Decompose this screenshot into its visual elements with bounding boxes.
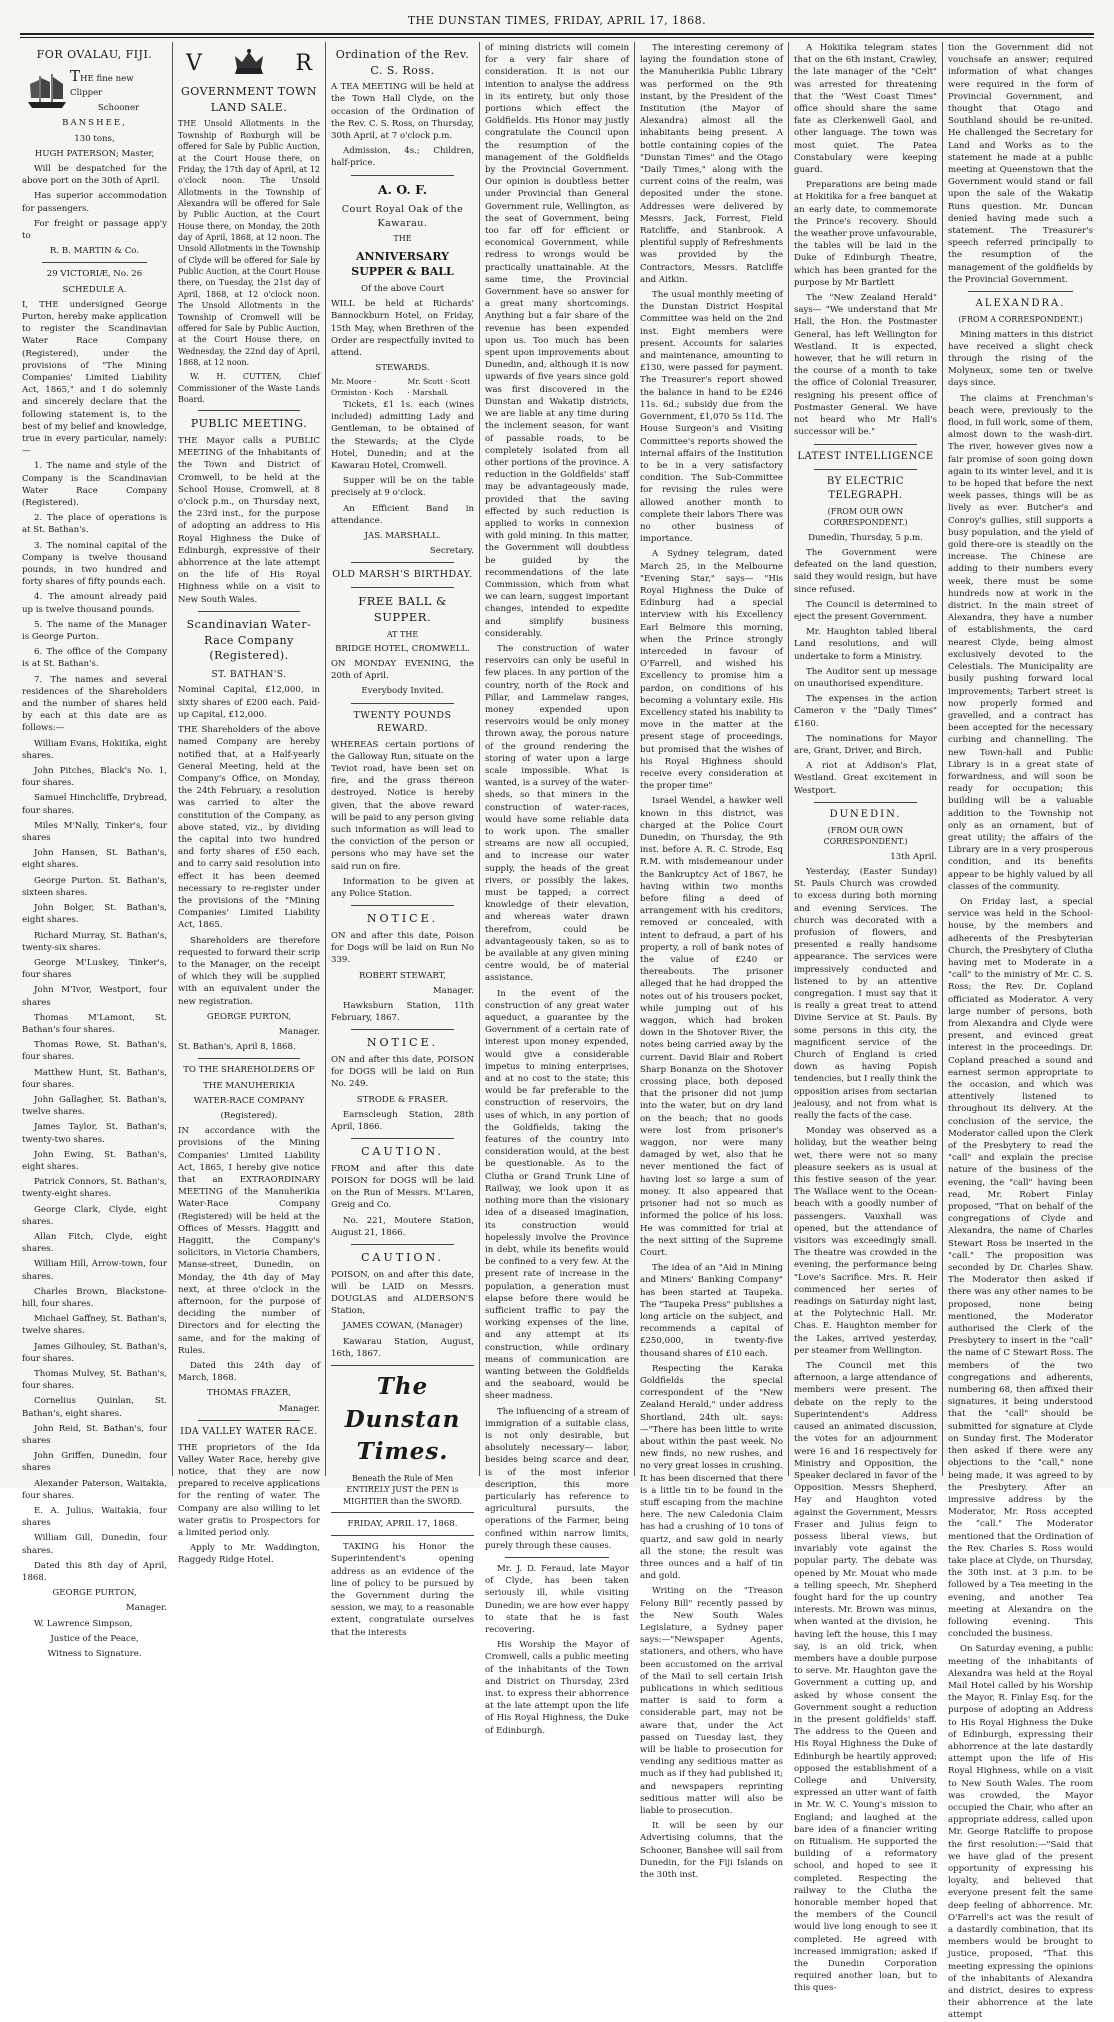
signature: JAMES COWAN, (Manager) <box>342 1321 463 1332</box>
at-the-label: AT THE <box>386 629 419 639</box>
stewards-left: Mr. Moore · Ormiston · Koch <box>331 377 394 398</box>
signature-title: Manager. <box>432 985 474 996</box>
supper-text: Supper will be on the table precisely at 9 o'clock. <box>331 476 474 499</box>
news-item: The interesting ceremony of laying the foundation stone of the Manuherikia Public Library was performed on the 9th instant, by the President of the Institution (the Mayor of Alexandra) almost all the inhabitants being present. A bottle containing copies of the "Dunstan Times" and the Otago "Daily Times," along with the current coins of the realm, was deposited under the stone. Addresses were delivered by Messrs. Jack, Forrest, Field Ratcliffe, and Stanbrook. A plentiful supply of Refreshments was provided by the Contractors, Messrs. Ratcliffe and Aitkin. <box>640 43 783 285</box>
news-item: His Worship the Mayor of Cromwell, calls a public meeting of the inhabitants of the Town and District on Thursday, 23rd inst. to express their abhorrence at the late attempt upon the life of His Royal Highness, the Duke of Edinburgh. <box>485 1640 629 1736</box>
shareholder: William Hill, Arrow-town, four shares. <box>22 1259 167 1282</box>
water-race-text: Shareholders are therefore requested to forward their scrip to the Manager, on the receipt of which they will be supplied with an equivalent under the new registration. <box>178 935 320 1007</box>
divider <box>42 262 147 263</box>
editorial-text: In the event of the construction of any great water aqueduct, a guarantee by the Government of a certain rate of interest upon money expended, would give a considerable impetus to mining enterprises, and at no cost to the state; this would be far preferable to the construction of reservoirs, the uses of which, in any portion of the Goldfields, taking the features of the country into consideration would, at the best be questionable. As to the Clutha or Grand Trunk Line of Railway, we look upon it as nothing more than the visionary idea of a diseased imagination, its construction would hopelessly involve the Province in debt, while its benefits would be confined to a very few. At the present rate of increase in the population, a generation must elapse before there would be sufficient traffic to pay the working expenses of the line, and any attempt at its construction, while ordinary means of communication are wanting between the Goldfields and the seaboard, would be sheer madness. <box>485 988 629 1402</box>
schedule-item: 7. The names and several residences of the Shareholders and the number of shares held by each at this date are as follows:— <box>22 674 167 734</box>
editorial-text: The influencing of a stream of immigration of a suitable class, is not only desirable, but absolutely necessary— labor, besides being scarce and dear, is of the most inferior description, this more particularly has reference to agricultural pursuits, the operations of the Farmer, being confined within narrow limits, purely through these causes. <box>485 1406 629 1551</box>
column-3 <box>331 42 474 1638</box>
birthday-heading: OLD MARSH'S BIRTHDAY. <box>332 569 473 581</box>
masthead-rule-thin <box>20 37 1094 38</box>
dateline: Dunedin, Thursday, 5 p.m. <box>808 532 923 543</box>
column-divider <box>788 42 789 1476</box>
shareholder: Cornelius Quinlan, St. Bathan's, eight shares. <box>22 1396 167 1419</box>
ordination-heading: Ordination of the Rev. C. S. Ross. <box>335 48 470 77</box>
ball-date: ON MONDAY EVENING, the 20th of April. <box>331 659 474 682</box>
signature: JAS. MARSHALL. <box>364 530 441 541</box>
anniversary-heading: ANNIVERSARY SUPPER & BALL <box>351 249 454 279</box>
manuherikia-heading: THE MANUHERIKIA <box>203 1080 295 1091</box>
column-divider <box>634 42 635 1476</box>
dateline: 13th April. <box>890 851 937 862</box>
ida-valley-text: Apply to Mr. Waddington, Raggedy Ridge Hotel. <box>178 1543 320 1566</box>
divider <box>351 587 454 588</box>
notice-heading: NOTICE. <box>366 912 439 926</box>
news-item: A Sydney telegram, dated March 25, in the Melbourne "Evening Star," says— "His Royal Highness the Duke of Edinburg had a special interview with his Excellency Earl Belmore this morning, when the Prince strongly interceded in favour of O'Farrell, and wished his Excellency to promise him a pardon, on conditions of his becoming a voluntary exile. His Excellency stated his inability to move in the matter at the present stage of proceedings, but promised that the wishes of his Royal Highness should receive every consideration at the proper time" <box>640 549 783 792</box>
signature: ROBERT STEWART, <box>359 970 446 981</box>
news-item: A Hokitika telegram states that on the 6th instant, Crawley, the late manager of the "Celt" was arrested for threatening that the "West Coast Times" office should share the same fate as Clerkenwell Gaol, and other language. The town was most quiet. The Patea Constabulary were keeping guard. <box>794 43 937 176</box>
divider <box>198 611 300 612</box>
divider <box>331 1512 474 1513</box>
shareholder: George M'Luskey, Tinker's, four shares <box>22 957 167 981</box>
alexandra-heading: ALEXANDRA. <box>975 298 1066 310</box>
divider <box>351 1244 454 1245</box>
divider <box>331 1365 474 1366</box>
shareholder: John Hansen, St. Bathan's, eight shares. <box>22 848 167 871</box>
column-divider <box>479 42 480 1476</box>
ship-tons: 130 tons, <box>74 133 115 144</box>
telegram-item: The expenses in the action Cameron v the "Daily Times" £160. <box>794 694 937 729</box>
shareholder: Thomas M'Lamont, St. Bathan's four shares. <box>22 1012 167 1035</box>
caution-text: POISON, on and after this date, will be LAID on Messrs. DOUGLAS and ALDERSON'S Station, <box>331 1269 474 1317</box>
shareholder: William Gill, Dunedin, four shares. <box>22 1533 167 1556</box>
schedule-item: 4. The amount already paid up is twelve thousand pounds. <box>22 592 167 615</box>
editorial-text: of mining districts will comein for a very fair share of consideration. It is not our intention to analyse the address in its entirety, but only those portions which effect the Goldfields. His Honor may justly congratulate the Council upon the resumption of the management of the Goldfields by the Provincial Government. Our opinion is doubtless better under Provincial than General Government rule, Wellington, as the seat of Government, being too far off for efficient or economical Government, while redress to wrongs would be practically unattainable. At the same time, the Provincial Government have so answer for a great many shortcomings. Anything but a fair share of the revenue has been expended upon us. Too much has been spent upon improvements about Dunedin, and, although it is now upwards of five years since gold was first discovered in the Dunstan and Wakatip districts, we are liable at any time during the inclement season, for want of passable roads, to be completely isolated from all other portions of the province. A reduction in the Goldfields' staff may be advantageously made, provided that the saving effected by such reduction is applied to works in connexion with gold mining. In this matter, the Government will doubtless be guided by the recommendations of the late Commission, which from what we can learn, suggest important changes, intended to expedite and simplify business considerably. <box>485 43 629 639</box>
shareholder: John Pitches, Black's No. 1, four shares. <box>22 766 167 789</box>
reward-text: Information to be given at any Police Station. <box>331 876 474 900</box>
telegraph-heading: BY ELECTRIC TELEGRAPH. <box>826 475 905 501</box>
latest-intelligence-heading: LATEST INTELLIGENCE <box>797 450 934 462</box>
shareholder: Samuel Hinchcliffe, Drybread, four shares. <box>22 793 167 816</box>
newspaper-logo: The Dunstan Times. <box>344 1373 461 1466</box>
ship-name: BANSHEE, <box>62 118 127 129</box>
telegram-item: A riot at Addison's Flat, Westland. Great excitement in Westport. <box>794 761 937 796</box>
alexandra-text: On Saturday evening, a public meeting of the inhabitants of Alexandra was held at the Royal Mail Hotel called by his Worship the Mayor, R. Finlay Esq. for the purpose of adopting an Address to His Royal Highness the Duke of Edinburgh, expressing their abhorrence at the late dastardly attempt upon the life of His Royal Highness, while on a visit to New South Wales. The room was crowded, the Mayor occupied the Chair, who after an appropriate address, called upon Mr. George Ratcliffe to propose the first resolution:—"Said that we have glad of the present opportunity of expressing his loyalty, and believed that everyone present felt the same deep feeling of abhorrence. Mr. O'Farrell's act was the result of a dastardly combination, that its members would be brought to justice, proposed, "That this meeting expressing the opinions of the inhabitants of Alexandra and district, desires to express their abhorrence at the late attempt <box>948 1644 1093 2021</box>
shareholder: Matthew Hunt, St. Bathan's, four shares. <box>22 1067 167 1090</box>
court-name: Court Royal Oak of the Kawarau. <box>341 204 464 229</box>
telegram-item: The Government were defeated on the land question, said they would resign, but have since refused. <box>794 547 937 595</box>
correspondent-label: (FROM OUR OWN CORRESPONDENT.) <box>823 826 908 847</box>
shareholder: Richard Murray, St. Bathan's, twenty-six shares. <box>22 930 167 953</box>
alexandra-text: The claims at Frenchman's beach were, previously to the flood, in full work, some of them, almost down to the wash-dirt. The river, however gives now a fair promise of soon going down again to its winter level, and it is to be hoped that before the next week passes, things will be as lively as ever. Butcher's and Conroy's gullies, still supports a busy population, and the yield of gold there-ore is steadily on the increase. The Chinese are adding to their numbers every week, there must be some hundreds now at work in the district. In the main street of Alexandra, they have a number of establishments, the card nearest Clyde, being almost exclusively devoted to the Celestials. The Municipality are busily pushing forward local improvements; Tarbert street is now properly formed and gravelled, and a contract has been accepted for the necessary curbing and channelling. The new Town-hall and Public Library is in a great state of forwardness, and will soon be ready for occupation; this building will be a valuable addition to the Township not only as an ornament, but of great utility; the affairs of the Library are in a very prosperous condition, and its benefits appear to be highly valued by all classes of the community. <box>948 393 1093 892</box>
signature-title: Manager. <box>278 1026 320 1037</box>
shareholder: Alexander Paterson, Waitakia, four shares. <box>22 1478 167 1501</box>
alexandra-text: Mining matters in this district have received a slight check through the rising of the Molyneux, some ten or twelve days since. <box>948 329 1093 389</box>
divider <box>351 175 454 176</box>
signature: STRODE & FRASER. <box>356 1094 449 1105</box>
news-item: The usual monthly meeting of the Dunstan District Hospital Committee was held on the 2nd inst. Eight members were present. Accounts for salaries and maintenance, amounting to £130, were passed for payment. The Treasurer's report showed the balance in hand to be £246 11s. 6d.; subsidy due from the Government, £1,070 5s 11d. The House Surgeon's and Visiting Committee's reports showed the internal affairs of the Institution to be in a very satisfactory condition. The Sub-Committee for revising the rules were allowed another month to complete their labors There was no other business of importance. <box>640 290 783 545</box>
gov-sale-heading: GOVERNMENT TOWN LAND SALE. <box>180 85 318 114</box>
telegram-item: The nominations for Mayor are, Grant, Driver, and Birch, <box>794 733 937 757</box>
signature-title: Manager. <box>278 1403 320 1414</box>
crown-icon <box>231 48 267 78</box>
stewards-heading: STEWARDS. <box>375 363 430 374</box>
divider <box>814 802 917 803</box>
editorial-text: TAKING his Honor the Superintendent's opening address as an evidence of the line of policy to be pursued by the Government during the session, we may, to a reasonable extent, congratulate ourselves that the interests <box>331 1542 474 1638</box>
public-meeting-heading: PUBLIC MEETING. <box>190 417 308 431</box>
divider <box>198 1058 300 1059</box>
shareholder: George Clark, Clyde, eight shares. <box>22 1204 167 1227</box>
editorial-text: The construction of water reservoirs can only be useful in few places. In any portion of the country, north of the Rock and Pillar, and Lammelaw ranges, money expended upon reservoirs would be only money thrown away, the porous nature of the ground rendering the storing of water upon a large scale impossible. What is wanted, is a survey of the water-sheds, so that miners in the construction of water-races, would have some reliable data to work upon. The smaller streams are now all occupied, and to increase our water supply, the heads of the great rivers, or possibly the lakes, must be tapped; a correct knowledge of their elevation, and whereas water drawn therefrom, could be advantageously taken, so as to be available at any given mining centre would, be of material assistance. <box>485 643 629 984</box>
shareholder: Michael Gaffney, St. Bathan's, twelve shares. <box>22 1314 167 1337</box>
editorial-date: FRIDAY, APRIL 17, 1868. <box>347 1519 458 1530</box>
schedule-item: 6. The office of the Company is at St. Bathan's. <box>22 647 167 670</box>
shareholder: James Taylor, St. Bathan's, twenty-two shares. <box>22 1122 167 1145</box>
water-race-capital: Nominal Capital, £12,000, in sixty shares of £200 each. Paid-up Capital, £12,000. <box>178 685 320 720</box>
divider <box>968 291 1073 292</box>
shareholder: John Bolger, St. Bathan's, eight shares. <box>22 903 167 926</box>
shareholder: Thomas Rowe, St. Bathan's, four shares. <box>22 1040 167 1063</box>
witness-note: Witness to Signature. <box>47 1649 142 1660</box>
shareholder: James Gilhouley, St. Bathan's, four shares. <box>22 1341 167 1364</box>
schedule-item: 5. The name of the Manager is George Purton. <box>22 619 167 643</box>
schedule-heading: SCHEDULE A. <box>62 284 127 295</box>
ship-icon <box>26 72 70 112</box>
signature: THOMAS FRAZER, <box>207 1388 291 1399</box>
notice-heading: NOTICE. <box>366 1036 439 1050</box>
shareholder: Charles Brown, Blackstone-hill, four shares. <box>22 1286 167 1309</box>
divider <box>351 1029 454 1030</box>
caution-heading: CAUTION. <box>361 1145 444 1159</box>
shareholder: John M'Ivor, Westport, four shares <box>22 985 167 1008</box>
cipher-v: V <box>186 51 202 76</box>
water-race-date: St. Bathan's, April 8, 1868. <box>178 1042 296 1053</box>
shareholder: John Gallagher, St. Bathan's, twelve shares. <box>22 1094 167 1118</box>
telegram-item: The Auditor sent up message on unauthorised expenditure. <box>794 666 937 690</box>
ovalau-text: Has superior accommodation for passengers. <box>22 191 167 214</box>
caution-heading: CAUTION. <box>361 1250 444 1264</box>
shareholder: Thomas Mulvey, St. Bathan's, four shares. <box>22 1369 167 1392</box>
drop-cap-t: T <box>70 66 81 85</box>
statute-ref: 29 VICTORIÆ, No. 26 <box>46 269 143 280</box>
bridge-hotel: BRIDGE HOTEL, CROMWELL. <box>335 643 470 654</box>
water-race-place: ST. BATHAN'S. <box>211 669 287 680</box>
ball-heading: FREE BALL & SUPPER. <box>358 593 447 625</box>
gov-sale-signature: W. H. CUTTEN, Chief Commissioner of the Waste Lands Board. <box>178 372 320 405</box>
divider <box>198 410 300 411</box>
correspondent-label: (FROM OUR OWN CORRESPONDENT.) <box>823 507 908 528</box>
telegram-item: Mr. Haughton tabled liberal Land resolutions, and will undertake to form a Ministry. <box>794 627 937 662</box>
signature: GEORGE PURTON, <box>52 1588 137 1599</box>
correspondent-label: (FROM A CORRESPONDENT.) <box>958 315 1083 325</box>
column-5 <box>640 42 783 1881</box>
divider <box>505 1557 609 1558</box>
ovalau-line-1: HE fine new Clipper <box>70 73 134 98</box>
ship-master: HUGH PATERSON; Master, <box>34 148 155 159</box>
shareholder: John Ewing, St. Bathan's, eight shares. <box>22 1149 167 1172</box>
news-item: Israel Wendel, a hawker well known in this district, was charged at the Police Court Dunedin, on Thursday, the 9th inst. before A. R. C. Strode, Esq R.M. with misdemeanour under the Bankruptcy Act of 1867, he having within two months before filing a deed of arrangement with his creditors, removed or concealed, with intent to defraud, a part of his property, a roll of bank notes of the value of £240 or thereabouts. The prisoner alleged that he had dropped the notes out of his trousers pocket, while jumping out of his waggon, which had broken down in the Shotover River, the notes being carried away by the current. David Blair and Robert Sharp Bonanza on the Shotover crossing place, both deposed that the prisoner did not jump into the water, but on dry land on the beach; that no goods were lost from prisoner's waggon, nor were many damaged by wet, also that he never mentioned the fact of having lost so large a sum of money. It also appeared that prisoner had not so much as informed the police of his loss. He was committed for trial at the next sitting of the Supreme Court. <box>640 796 783 1258</box>
notice-date: Hawksburn Station, 11th February, 1867. <box>331 1000 474 1024</box>
divider <box>198 1420 300 1421</box>
caution-date: Kawarau Station, August, 16th, 1867. <box>331 1336 474 1359</box>
shareholder: E. A. Julius, Waitakia, four shares <box>22 1506 167 1529</box>
masthead: THE DUNSTAN TIMES, FRIDAY, APRIL 17, 1868. <box>407 14 707 27</box>
schedule-item: 1. The name and style of the Company is the Scandinavian Water Race Company (Registered). <box>22 461 167 508</box>
signature: GEORGE PURTON, <box>206 1011 292 1022</box>
anniversary-sub: Of the above Court <box>360 283 445 294</box>
shareholder: George Purton. St. Bathan's, sixteen shares. <box>22 875 167 898</box>
ovalau-heading: FOR OVALAU, FIJI. <box>36 48 153 61</box>
manuherikia-date: Dated this 24th day of March, 1868. <box>178 1361 320 1384</box>
dunedin-text: The Council met this afternoon, a large attendance of members were present. The debate on the reply to the Superintendent's Address caused an animated discussion, the votes for an adjournment were 16 and 16 respectively for Ministry and Opposition, the Speaker declared in favor of the Opposition. Messrs Shepherd, Hay and Haughton voted against the Government, Messrs Fraser and Julius feign to possess liberal views, but invariably vote against the popular party. The debate was opened by Mr. Mouat who made a telling speech, Mr. Shepherd fought hard for the up country interests. Mr. Brown was minus, when wanted at the division, he having left the house, this I may say, is an old trick, when members have a double purpose to serve. Mr. Haughton gave the Government a cutting up, and asked by whose consent the Government sought a reduction in the present goldfields' staff. The address to the Queen and His Royal Highness the Duke of Edinburgh be heartily approved; opposed the establishment of a College and University, expressed an utter want of faith in Mr. W. C. Young's mission to England; and laughed at the bare idea of a financier writing on Ritualism. He supported the building of a reformatory school, and hoped to see it completed. Respecting the railway to the Clutha the honorable member hoped that the members of the Council would live long enough to see it completed. He agreed with increased immigration; asked if the Dunedin Corporation required another loan, but to this ques- <box>794 1361 937 1994</box>
column-7 <box>948 42 1093 2021</box>
caution-date: No. 221, Moutere Station, August 21, 1866. <box>331 1215 474 1238</box>
cipher-r: R <box>295 51 312 76</box>
news-item: Preparations are being made at Hokitika for a free banquet at an early date, to commemorate the Prince's recovery. Should the weather prove unfavourable, the tables will be laid in the Duke of Edinburgh Theatre, which has been granted for the purpose by Mr Bartlett <box>794 180 937 288</box>
the-label: THE <box>393 234 412 244</box>
divider <box>351 562 454 563</box>
dunedin-text: Monday was observed as a holiday, but the weather being wet, there were not so many pleasure seekers as is usual at this festive season of the year. The Wallace went to the Ocean-beach with a goodly number of passengers. Vauxhall was opened, but the attendance of visitors was exceedingly small. The theatre was crowded in the evening, the performance being "Love's Sacrifice. Mrs. R. Heir commenced her series of readings on Saturday night last, at the Polytechnic Hall. Mr. Chas. E. Haughton member for the Lakes, arrived yesterday, per steamer from Wellington. <box>794 1126 937 1356</box>
divider <box>331 1535 474 1536</box>
manuherikia-text: IN accordance with the provisions of the Mining Companies' Limited Liability Act, 1865, I hereby give notice that an EXTRAORDINARY MEETING of the Manuherikia Water-Race Company (Registered) will be held at the Offices of Messrs. Haggitt and Haggitt, the Company's solicitors, in Victoria Chambers, Manse-street, Dunedin, on Monday, the 4th day of May next, at three o'clock in the afternoon, for the purpose of deciding the number of Directors and for electing the same, and for the making of Rules. <box>178 1126 320 1356</box>
divider <box>351 703 454 704</box>
notice-date: Earnscleugh Station, 28th April, 1866. <box>331 1109 474 1132</box>
news-item: The idea of an "Aid in Mining and Miners' Banking Company" has been started at Taupeka. The "Taupeka Press" publishes a long article on the subject, and recommends a capital of £250,000, in twenty-five thousand shares of £10 each. <box>640 1263 783 1359</box>
column-2 <box>178 42 320 1566</box>
signature-title: Manager. <box>125 1603 167 1614</box>
water-race-heading: Scandinavian Water-Race Company (Registered). <box>186 617 312 663</box>
shareholder: John Griffen, Dunedin, four shares <box>22 1451 167 1474</box>
schedule-text: I, THE undersigned George Purton, hereby make application to register the Scandinavian Water Race Company (Registered), under the provisions of "The Mining Companies' Limited Liability Act, 1865," and I do solemnly and sincerely declare that the following statement is, to the best of my belief and knowledge, true in every particular, namely:— <box>22 299 167 457</box>
shareholder: John Reid, St. Bathan's, four shares <box>22 1423 167 1447</box>
manuherikia-heading: WATER-RACE COMPANY <box>193 1095 305 1106</box>
aof-heading: A. O. F. <box>377 181 428 197</box>
ovalau-agent: R. B. MARTIN & Co. <box>49 246 140 257</box>
newspaper-motto: Beneath the Rule of Men ENTIRELY JUST the PEN is MIGHTIER than the SWORD. <box>342 1473 463 1506</box>
dunedin-text: Yesterday, (Easter Sunday) St. Pauls Church was crowded to excess during both morning and evening Services. The church was decorated with a profusion of flowers, and presented a really handsome appearance. The services were impressively conducted and listened to by an attentive congregation. I must say that it is really a great treat to attend Divine Service at St. Pauls. By some persons in this city, the magnificent service of the Church of England is cried down as having Popish tendencies, but I really think the opposition arises from sectarian jealousy, and not from what is really the facts of the case. <box>794 866 937 1122</box>
divider <box>814 444 917 445</box>
caution-text: FROM and after this date POISON for DOGS will be laid on the Run of Messrs. M'Laren, Greig and Co. <box>331 1163 474 1211</box>
shareholder: Patrick Connors, St. Bathan's, twenty-eight shares. <box>22 1177 167 1200</box>
reward-text: WHEREAS certain portions of the Galloway Run, situate on the Teviot road, have been set on fire, and the grass thereon destroyed. Notice is hereby given, that the above reward will be paid to any person giving such information as will lead to the conviction of the person or persons who may have set the said run on fire. <box>331 739 474 872</box>
notice-text: ON and after this date, Poison for Dogs will be laid on Run No 339. <box>331 930 474 966</box>
alexandra-text: On Friday last, a special service was held in the School-house, by the members and adherents of the Presbyterian Church, the Presbytery of Clutha having met to Moderate in a "call" to the ministry of Mr. C. S. Ross; the Rev. Dr. Copland officiated as Moderator. A very large number of persons, both from Alexandra and Clyde were present, and evinced great interest in the proceedings. Dr. Copland preached a sound and earnest sermon appropriate to the occasion, and which was attentively listened to throughout its delivery. At the conclusion of the service, the Moderator called upon the Clerk of the Presbytery to read the "call" and explain the precise nature of the business of the evening, the "call" having been read, Mr. Robert Finlay proposed, "That on behalf of the congregations of Clyde and Alexandra, the name of Charles Stewart Ross be inserted in the "call." The proposition was seconded by Dr. Charles Shaw. The Moderator then asked if there was any other names to be proposed, none being mentioned, the Moderator authorised the Clerk of the Presbytery to insert in the "call" the name of C Stewart Ross. The members of the two congregations and adherents, numbering 68, then affixed their signatures, it being understood that the "call" should be submitted for signature at Clyde on Sunday first. The Moderator then asked if there were any objections to the "call," none being made, it was agreed to by the Presbytery. After an impressive address by the Moderator, Mr. Ross accepted the "call." The Moderator mentioned that the Ordination of the Rev. Charles S. Ross would take place at Clyde, on Thursday, the 30th inst. at 3 p.m. to be followed by a Tea meeting in the evening, and another Tea meeting at Alexandra on the following evening. This concluded the business. <box>948 896 1093 1640</box>
gov-sale-text: THE Unsold Allotments in the Township of Roxburgh will be offered for Sale by Public Auction, at the Court House there, on Friday, the 17th day of April, at 12 o'clock noon. The Unsold Allotments in the Township of Alexandra will be offered for Sale by Public Auction, at the Court House there, on Monday, the 20th day of April, 1868, at 12 noon. The Unsold Allotments in the Township of Clyde will be offered for Sale by Public Auction, at the Court House there, on Tuesday, the 21st day of April, 1868, at 12 o'clock noon. The Unsold Allotments in the Township of Cromwell will be offered for Sale by Public Auction, at the Court House there, on Wednesday, the 22nd day of April, 1868, at 12 noon. <box>178 119 320 367</box>
schedule-date: Dated this 8th day of April, 1868. <box>22 1560 167 1584</box>
dunedin-heading: DUNEDIN. <box>829 808 902 820</box>
news-item: Mr. J. D. Feraud, late Mayor of Clyde, has been taken seriously ill, while visiting Dunedin; we are how ever happy to state that he is fast recovering. <box>485 1563 629 1635</box>
divider <box>814 469 917 470</box>
news-item: It will be seen by our Advertising columns, that the Schooner, Banshee will sail from Dunedin, for the Fiji Islands on the 30th inst. <box>640 1821 783 1881</box>
ordination-admission: Admission, 4s.; Children, half-price. <box>331 146 474 169</box>
shareholder: William Evans, Hokitika, eight shares. <box>22 738 167 761</box>
tickets-text: Tickets, £1 1s. each (wines included) admitting Lady and Gentleman, to be obtained of the Stewards; at the Clyde Hotel, Dunedin; and at the Kawarau Hotel, Cromwell. <box>331 399 474 471</box>
manuherikia-heading: TO THE SHAREHOLDERS OF <box>183 1065 315 1076</box>
column-4 <box>485 42 629 1736</box>
ovalau-line-2: Schooner <box>97 103 140 114</box>
notice-text: ON and after this date, POISON for DOGS will be laid on Run No. 249. <box>331 1054 474 1090</box>
column-divider <box>942 42 943 1476</box>
ovalau-text: For freight or passage app'y to <box>22 218 167 241</box>
divider <box>351 905 454 906</box>
band-text: An Efficient Band in attendance. <box>331 503 474 526</box>
schedule-item: 3. The nominal capital of the Company is twelve thousand pounds, in two hundred and forty shares of fifty pounds each. <box>22 540 167 588</box>
telegram-item: The Council is determined to eject the present Government. <box>794 599 937 622</box>
news-item: Respecting the Karaka Goldfields the special correspondent of the "New Zealand Herald," under address Shortland, 24th ult. says:—"There has been little to write about within the past week. No new finds, no new rushes, and no very great losses in crushing. It has been discerned that there is a little tin to be found in the stuff escaping from the machine here. The new Caledonia Claim has had a crushing of 10 tons of quartz, and saw gold in nearly all the stone; the result was three ounces and a half of tin and gold. <box>640 1363 783 1582</box>
witness: W. Lawrence Simpson, <box>34 1618 133 1629</box>
column-6 <box>794 42 937 1994</box>
masthead-rule <box>20 33 1094 35</box>
news-item: Writing on the "Treason Felony Bill" recently passed by the New South Wales Legislature, a Sydney paper says:—"Newspaper Agents, stationers, and others, who have been accustomed on the arrival of the Mail to sell certain Irish publications in which seditious matter is said to form a considerable part, may not be aware that, under the Act passed on Tuesday last, they will be liable to prosecution for vending any seditious matter as much as if they had published it; and newspapers reprinting seditious matter will also be liable to prosecution. <box>640 1586 783 1817</box>
shareholder: Allan Fitch, Clyde, eight shares. <box>22 1231 167 1255</box>
column-divider <box>172 42 173 1476</box>
ovalau-text: Will be despatched for the above port on the 30th of April. <box>22 163 167 187</box>
public-meeting-text: THE Mayor calls a PUBLIC MEETING of the Inhabitants of the Town and District of Cromwell, to be held at the School House, Cromwell, at 8 o'clock p.m., on Thursday next, the 23rd inst., for the purpose of adopting an address to His Royal Highness the Duke of Edinburgh, expressive of their abhorrence at the late attempt on the life of His Royal Highness while on a visit to New South Wales. <box>178 436 320 605</box>
royal-cipher <box>186 48 312 79</box>
dunedin-text: tion the Government did not vouchsafe an answer; required information of what changes were required in the form of Provincial Government, and thought that Otago and Southland should be re-united. He challenged the Secretary for Land and Works as to the statement he made at a public meeting at Queenstown that the Government would stand or fall upon the sale of the Wakatip Runs question. Mr. Duncan denied having made such a statement. The Treasurer's speech referred principally to the resumption of the management of the goldfields by the Provincial Government. <box>948 43 1093 285</box>
schedule-item: 2. The place of operations is at St. Bathan's. <box>22 513 167 536</box>
news-item: The "New Zealand Herald" says— "We understand that Mr Hall, the Hon. the Postmaster General, has left Wellington for Westland. It is expected, however, that he will return in the course of a month to take the office of Colonial Treasurer, resigning his present office of Postmaster General. We have not heard who Mr Hall's successor will be." <box>794 293 937 438</box>
ball-invite: Everybody Invited. <box>361 686 444 697</box>
water-race-text: THE Shareholders of the above named Company are hereby notified that, at a Half-yearly General Meeting, held at the Company's Office, on Monday, the 24th February, a resolution was carried to alter the constitution of the Company, as above stated, viz., by dividing the capital into two hundred and forty shares of £50 each, and to carry said resolution into effect it has been deemed necessary to re-register under the provisions of the "Mining Companies' Limited Liability Act, 1865. <box>178 725 320 931</box>
stewards-list <box>331 377 474 399</box>
column-divider <box>325 42 326 1476</box>
divider <box>351 1138 454 1139</box>
ida-valley-text: THE proprietors of the Ida Valley Water Race, hereby give notice, that they are now prepared to receive applications for the renting of water. The Company are also willing to let water gratis to Prospectors for a limited period only. <box>178 1442 320 1539</box>
anniversary-text: WILL be held at Richards' Bannockburn Hotel, on Friday, 15th May, when Brethren of the Order are respectfully invited to attend. <box>331 299 474 358</box>
shareholder: Miles M'Nally, Tinker's, four shares <box>22 820 167 844</box>
reward-heading: TWENTY POUNDS REWARD. <box>353 709 452 735</box>
signature-title: Secretary. <box>429 546 474 557</box>
column-1 <box>22 42 167 1660</box>
manuherikia-registered: (Registered). <box>220 1110 278 1121</box>
ordination-text: A TEA MEETING will be held at the Town Hall Clyde, on the occasion of the Ordination of the Rev. C. S. Ross, on Thursday, 30th April, at 7 o'clock p.m. <box>331 82 474 142</box>
ida-valley-heading: IDA VALLEY WATER RACE. <box>180 1426 318 1437</box>
witness-title: Justice of the Peace, <box>50 1633 139 1644</box>
stewards-right: Mr. Scott · Scott · Marshall. <box>407 377 471 398</box>
